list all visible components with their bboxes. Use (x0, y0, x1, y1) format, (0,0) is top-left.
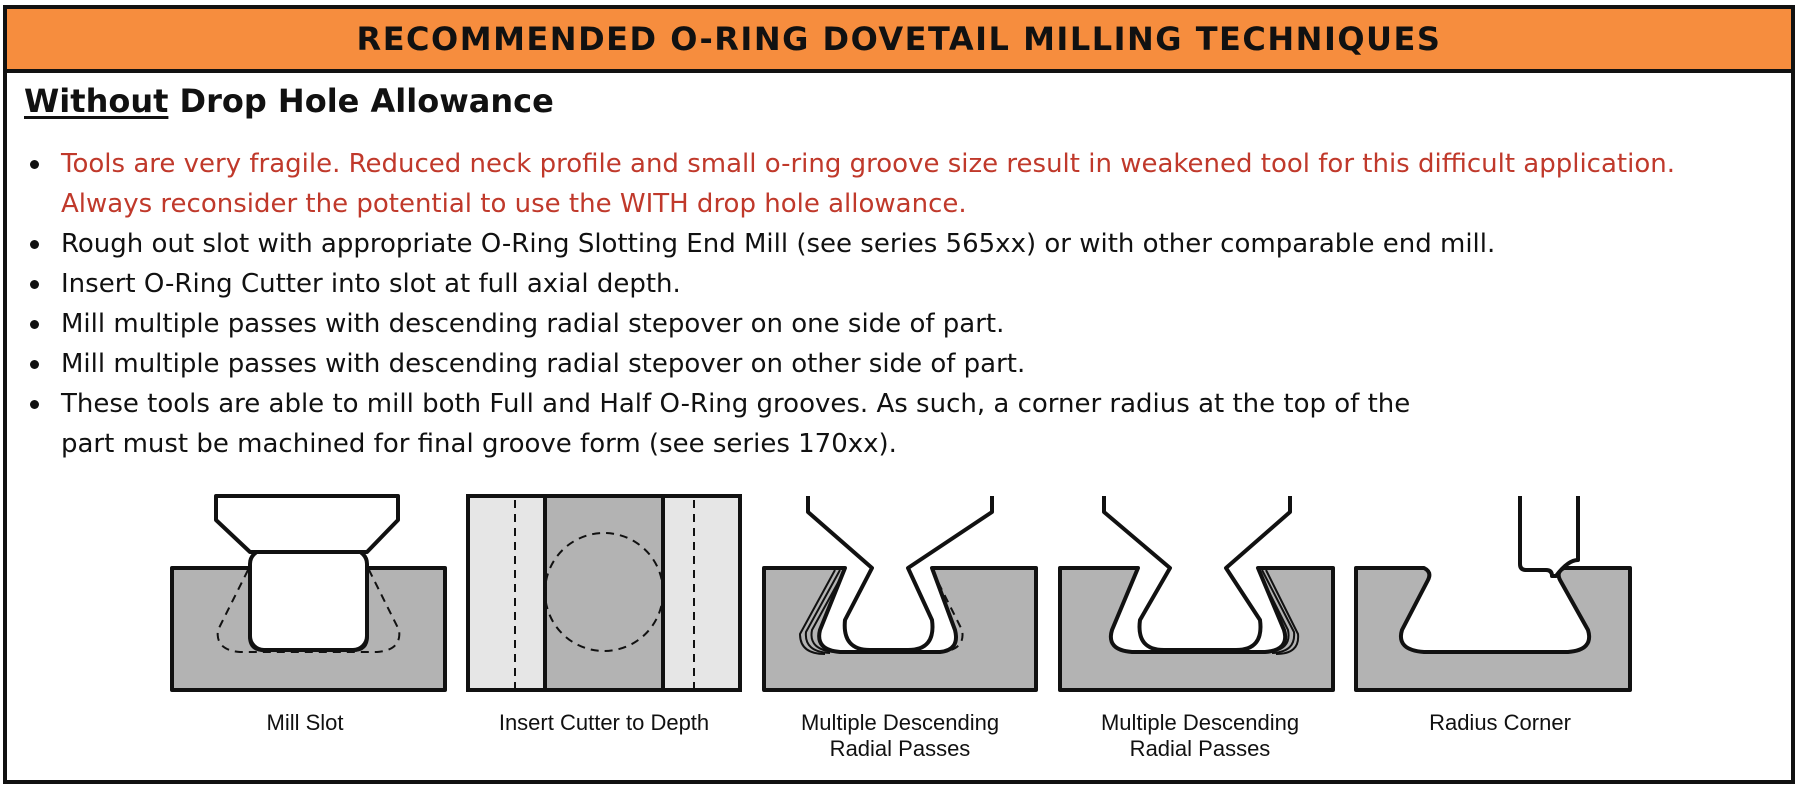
slot-top-view (545, 496, 663, 690)
step-caption (801, 710, 999, 762)
bullet-line: part must be machined for final groove form (see series 170xx). (61, 429, 897, 459)
step-caption (1429, 710, 1571, 736)
step-radial-passes-left (764, 496, 1036, 690)
bullet-line: These tools are able to mill both Full and Half O-Ring grooves. As such, a corner radius at the top of the (61, 389, 1411, 419)
step-insert-cutter (468, 496, 740, 690)
step-mill-slot (172, 496, 445, 690)
step-caption (1101, 710, 1299, 762)
step-caption (499, 710, 709, 736)
caption-line: Multiple Descending (1100, 710, 1300, 735)
caption-line: Radius Corner (1429, 710, 1571, 735)
step-caption (266, 710, 343, 736)
caption-line: Multiple Descending (800, 710, 1000, 735)
step-radius-corner (1356, 496, 1630, 690)
caption-line: Radial Passes (1129, 736, 1271, 761)
bullet-line: Tools are very fragile. Reduced neck profile and small o-ring groove size result in weakened tool for this difficult application. (61, 149, 1675, 179)
step-radial-passes-right (1060, 496, 1333, 690)
bullet-line: Always reconsider the potential to use the WITH drop hole allowance. (61, 189, 967, 219)
part-block (1356, 568, 1630, 690)
bullet-line: Rough out slot with appropriate O-Ring Slotting End Mill (see series 565xx) or with other comparable end mill. (61, 229, 1496, 259)
cutter-head (216, 496, 398, 552)
header-title: RECOMMENDED O-RING DOVETAIL MILLING TECHNIQUES (356, 20, 1442, 58)
caption-line: Radial Passes (829, 736, 971, 761)
caption-line: Mill Slot (266, 710, 344, 735)
slotted-cavity (250, 550, 367, 650)
section-title-rest: Drop Hole Allowance (168, 82, 554, 120)
bullet-line: Mill multiple passes with descending radial stepover on one side of part. (61, 309, 1005, 339)
section-title-underlined: Without (24, 82, 169, 120)
bullet-line: Insert O-Ring Cutter into slot at full axial depth. (61, 269, 681, 299)
bullet-line: Mill multiple passes with descending radial stepover on other side of part. (61, 349, 1026, 379)
caption-line: Insert Cutter to Depth (498, 710, 710, 735)
corner-radius-tool (1520, 496, 1578, 576)
